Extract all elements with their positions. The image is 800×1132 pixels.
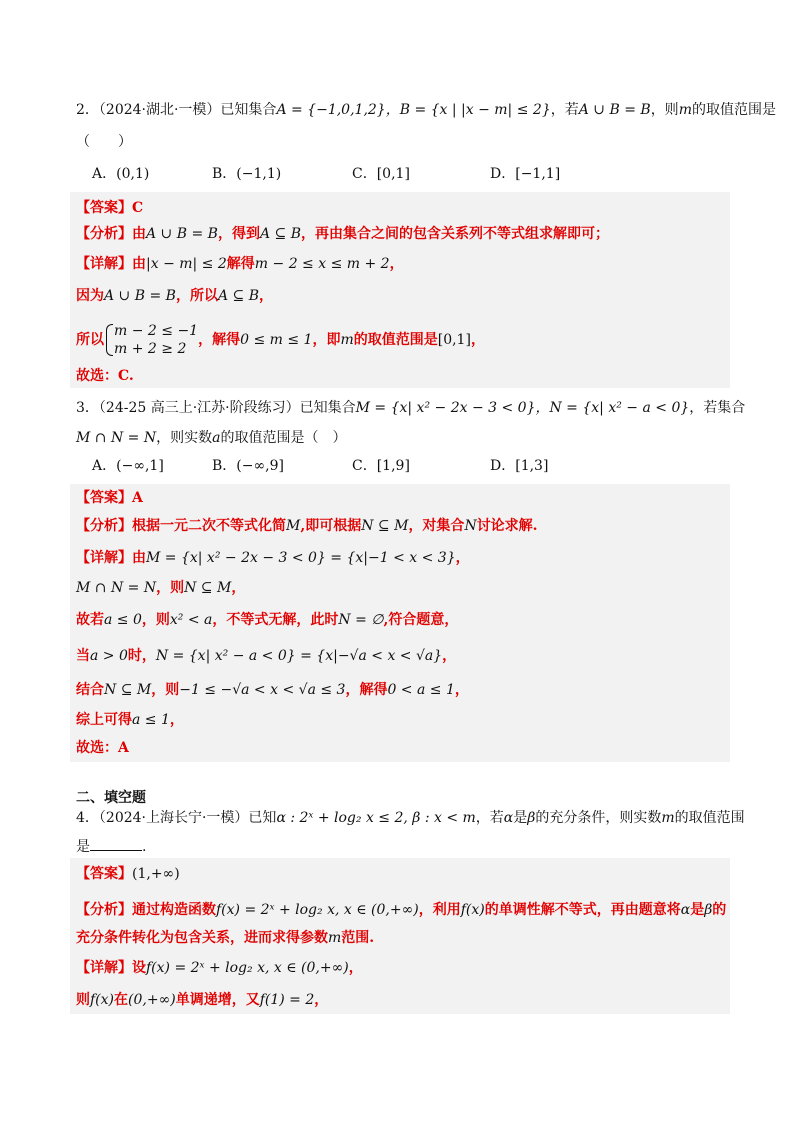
q3-l4-b: 时， bbox=[127, 648, 156, 664]
q2-analysis bbox=[76, 224, 609, 244]
q3-option-a bbox=[92, 456, 164, 476]
q4-l2-m2: (0,+∞) bbox=[128, 992, 176, 1008]
detail-tag: 【详解】 bbox=[76, 960, 132, 976]
q3-l3-a: 故若 bbox=[76, 612, 104, 628]
q3-line-6 bbox=[76, 710, 184, 730]
q3-analysis-a: 根据一元二次不等式化简 bbox=[132, 518, 286, 534]
q3-l5-m1: N ⊆ M bbox=[104, 682, 152, 698]
q3-stem-math: M = {x| x² − 2x − 3 < 0}，N = {x| x² − a < 0} bbox=[355, 400, 690, 416]
q3-l6-a: 综上可得 bbox=[76, 712, 132, 728]
q3-l4-m1: a > 0 bbox=[90, 648, 128, 664]
q2-option-a-value: (0,1) bbox=[116, 166, 150, 182]
q2-stem-text: 2．（2024·湖北·一模）已知集合 bbox=[76, 102, 277, 118]
q2-detail-m1: |x − m| ≤ 2 bbox=[146, 256, 227, 272]
q4-analysis-alpha: α bbox=[680, 902, 691, 918]
q3-analysis-m2: N ⊆ M bbox=[361, 518, 409, 534]
q4-detail-b: ， bbox=[348, 960, 363, 976]
q2-because-m1: A ∪ B = B bbox=[104, 288, 176, 304]
q3-stem2-b: ，则实数 bbox=[156, 430, 213, 446]
q4-detail-m1: f(x) = 2ˣ + log₂ x, x ∈ (0,+∞) bbox=[146, 960, 349, 976]
q2-option-d-label: D． bbox=[490, 166, 516, 182]
q3-answer bbox=[76, 488, 143, 508]
q4-stem-e: 的取值范围 bbox=[674, 810, 745, 826]
q3-analysis-d: 讨论求解. bbox=[476, 518, 538, 534]
q4-analysis-e: 的 bbox=[712, 902, 727, 918]
q2-so-m2: [0,1] bbox=[437, 332, 471, 348]
q3-l3-m3: N = ∅ bbox=[338, 612, 384, 628]
q4-l2-b: 在 bbox=[114, 992, 129, 1008]
q4-line-2 bbox=[76, 990, 328, 1010]
q2-detail-a: 由 bbox=[132, 256, 146, 272]
q4-detail-a: 设 bbox=[132, 960, 146, 976]
q2-option-c bbox=[352, 164, 410, 184]
q3-l6-m1: a ≤ 1 bbox=[132, 712, 170, 728]
q4-analysis2-b: 范围. bbox=[341, 930, 375, 946]
q3-l6-b: ， bbox=[169, 712, 184, 728]
q3-l3-b: ，则 bbox=[141, 612, 170, 628]
q2-analysis-c: ，再由集合之间的包含关系列不等式组求解即可； bbox=[300, 226, 609, 242]
q2-answer bbox=[76, 198, 143, 218]
q2-answer-value: C bbox=[132, 200, 144, 216]
q4-analysis-d: 是 bbox=[690, 902, 705, 918]
q2-analysis-a: 由 bbox=[132, 226, 146, 242]
q2-because-b: ，所以 bbox=[175, 288, 218, 304]
q3-stem2-c: 的取值范围是（ ） bbox=[220, 430, 347, 446]
q2-analysis-m1: A ∪ B = B bbox=[146, 226, 218, 242]
analysis-tag: 【分析】 bbox=[76, 518, 132, 534]
q2-choose: 故选：C. bbox=[76, 368, 134, 384]
q2-so-c: ，即 bbox=[312, 332, 341, 348]
q2-option-a-label: A． bbox=[92, 166, 117, 182]
q4-answer-value: (1,+∞) bbox=[132, 866, 180, 882]
q4-answer bbox=[76, 864, 180, 884]
analysis-tag: 【分析】 bbox=[76, 902, 132, 918]
q3-detail-m1: M = {x| x² − 2x − 3 < 0} = {x|−1 < x < 3} bbox=[146, 550, 456, 566]
q4-analysis-m2: f(x) bbox=[460, 902, 485, 918]
q3-answer-value: A bbox=[132, 490, 143, 506]
analysis-tag: 【分析】 bbox=[76, 226, 132, 242]
q3-l4-a: 当 bbox=[76, 648, 90, 664]
q2-so-m1: 0 ≤ m ≤ 1 bbox=[240, 332, 313, 348]
q4-stem2-b: . bbox=[142, 839, 147, 855]
q3-opt-d-label: D． bbox=[490, 458, 516, 474]
inequality-system bbox=[104, 322, 198, 358]
q2-option-b-value: (−1,1) bbox=[236, 166, 282, 182]
q4-l2-a: 则 bbox=[76, 992, 90, 1008]
q3-l5-m3: 0 < a ≤ 1 bbox=[387, 682, 455, 698]
answer-tag: 【答案】 bbox=[76, 866, 132, 882]
q3-choose: 故选：A bbox=[76, 740, 129, 756]
q2-because-m2: A ⊆ B bbox=[217, 288, 259, 304]
q3-line-5 bbox=[76, 680, 469, 700]
q4-stem-d: 的充分条件，则实数 bbox=[535, 810, 662, 826]
q2-analysis-m2: A ⊆ B bbox=[259, 226, 301, 242]
q2-option-a bbox=[92, 164, 149, 184]
q3-l4-c: ， bbox=[442, 648, 457, 664]
detail-tag: 【详解】 bbox=[76, 550, 132, 566]
q2-stem-math: A = {−1,0,1,2}，B = {x | |x − m| ≤ 2} bbox=[276, 102, 551, 118]
q3-stem bbox=[76, 398, 745, 418]
q2-stem-m: m bbox=[678, 102, 692, 118]
q3-opt-c-label: C． bbox=[352, 458, 377, 474]
q3-analysis-c: ，对集合 bbox=[408, 518, 465, 534]
q2-so-m: m bbox=[340, 332, 354, 348]
q3-l3-c: ，不等式无解，此时 bbox=[212, 612, 339, 628]
q3-detail-a: 由 bbox=[132, 550, 146, 566]
q3-l3-d: ,符合题意， bbox=[383, 612, 459, 628]
q3-l5-m2: −1 ≤ −√a < x < √a ≤ 3 bbox=[179, 682, 346, 698]
q4-analysis2-a: 充分条件转化为包含关系，进而求得参数 bbox=[76, 930, 328, 946]
q3-detail-b: ， bbox=[455, 550, 470, 566]
q3-opt-b: (−∞,9] bbox=[236, 458, 284, 474]
answer-tag: 【答案】 bbox=[76, 490, 132, 506]
q4-analysis-a: 通过构造函数 bbox=[132, 902, 216, 918]
q2-stem-text-b: ，若 bbox=[550, 102, 579, 118]
q2-detail-c: ， bbox=[389, 256, 404, 272]
q2-so-e: ， bbox=[470, 332, 485, 348]
q4-stem-a: 4．（2024·上海长宁·一模）已知 bbox=[76, 810, 277, 826]
q2-detail bbox=[76, 254, 404, 274]
q4-stem-m: m bbox=[661, 810, 675, 826]
q3-answer-block bbox=[70, 484, 730, 762]
q4-analysis-beta: β bbox=[704, 902, 713, 918]
q2-option-d bbox=[490, 164, 560, 184]
q2-because bbox=[76, 286, 273, 306]
q3-opt-a-label: A． bbox=[92, 458, 117, 474]
q3-l2-m2: N ⊆ M bbox=[184, 580, 232, 596]
q2-sys1: m − 2 ≤ −1 bbox=[114, 323, 199, 339]
q3-detail bbox=[76, 548, 470, 568]
q2-stem bbox=[76, 100, 776, 120]
q3-l2-b: ， bbox=[231, 580, 246, 596]
q3-line-2 bbox=[76, 578, 245, 598]
q4-analysis-m1: f(x) = 2ˣ + log₂ x, x ∈ (0,+∞) bbox=[216, 902, 419, 918]
q3-opt-d: [1,3] bbox=[515, 458, 549, 474]
q4-stem-c: 是 bbox=[513, 810, 528, 826]
q3-analysis-b: ,即可根据 bbox=[300, 518, 362, 534]
q2-option-b-label: B． bbox=[212, 166, 237, 182]
q4-detail bbox=[76, 958, 363, 978]
q3-stem-b: ，若集合 bbox=[689, 400, 746, 416]
q2-paren: （ ） bbox=[76, 134, 132, 150]
q4-analysis-c: 的单调性解不等式，再由题意将 bbox=[484, 902, 681, 918]
q2-stem-text-d: 的取值范围是 bbox=[691, 102, 776, 118]
q4-analysis2-m: m bbox=[328, 930, 342, 946]
q3-l2-a: ，则 bbox=[156, 580, 185, 596]
q4-l2-d: ， bbox=[314, 992, 329, 1008]
q3-stem-2 bbox=[76, 428, 346, 448]
answer-blank[interactable] bbox=[90, 836, 142, 851]
section-title: 二、填空题 bbox=[76, 790, 146, 806]
q2-option-c-value: [0,1] bbox=[376, 166, 410, 182]
q3-line-4 bbox=[76, 646, 456, 666]
q2-answer-block bbox=[70, 192, 730, 388]
q4-analysis-b: ，利用 bbox=[418, 902, 461, 918]
q4-analysis bbox=[76, 900, 726, 920]
q3-analysis-m1: M bbox=[286, 518, 301, 534]
q4-l2-m1: f(x) bbox=[90, 992, 115, 1008]
q4-stem-b: ，若 bbox=[475, 810, 504, 826]
q2-stem-math2: A ∪ B = B bbox=[578, 102, 651, 118]
q2-so-d: 的取值范围是 bbox=[353, 332, 438, 348]
q4-stem-beta: β bbox=[527, 810, 536, 826]
q3-opt-b-label: B． bbox=[212, 458, 237, 474]
q3-l2-m1: M ∩ N = N bbox=[76, 580, 157, 596]
q2-sys2: m + 2 ≥ 2 bbox=[114, 341, 187, 357]
q4-analysis-2 bbox=[76, 928, 374, 948]
q2-option-d-value: [−1,1] bbox=[515, 166, 561, 182]
q3-l5-c: ，解得 bbox=[345, 682, 388, 698]
detail-tag: 【详解】 bbox=[76, 256, 132, 272]
q3-opt-a: (−∞,1] bbox=[116, 458, 164, 474]
q3-analysis bbox=[76, 516, 538, 536]
q2-because-c: ， bbox=[258, 288, 273, 304]
q3-stem2-a: a bbox=[212, 430, 221, 446]
q4-stem-2 bbox=[76, 836, 146, 857]
q4-stem-math: α : 2ˣ + log₂ x ≤ 2, β : x < m bbox=[276, 810, 476, 826]
q3-l4-m2: N = {x| x² − a < 0} = {x|−√a < x < √a} bbox=[155, 648, 443, 664]
q4-stem bbox=[76, 808, 745, 828]
q3-l5-b: ，则 bbox=[151, 682, 180, 698]
q3-l3-m2: x² < a bbox=[169, 612, 213, 628]
q2-detail-b: 解得 bbox=[226, 256, 255, 272]
q2-option-b bbox=[212, 164, 281, 184]
q3-l5-d: ， bbox=[454, 682, 469, 698]
answer-tag: 【答案】 bbox=[76, 200, 132, 216]
q2-detail-m2: m − 2 ≤ x ≤ m + 2 bbox=[254, 256, 390, 272]
q3-l5-a: 结合 bbox=[76, 682, 104, 698]
q4-stem-alpha: α bbox=[503, 810, 514, 826]
q3-line-3 bbox=[76, 610, 458, 630]
q2-so-a: 所以 bbox=[76, 332, 104, 348]
q4-answer-block bbox=[70, 858, 730, 1014]
q3-analysis-m3: N bbox=[464, 518, 477, 534]
q4-l2-c: 单调递增，又 bbox=[175, 992, 260, 1008]
q2-because-a: 因为 bbox=[76, 288, 104, 304]
q3-stem-a: 3．（24-25 高三上·江苏·阶段练习）已知集合 bbox=[76, 400, 356, 416]
q4-l2-m3: f(1) = 2 bbox=[259, 992, 315, 1008]
q2-stem-text-c: ，则 bbox=[650, 102, 679, 118]
q2-option-c-label: C． bbox=[352, 166, 377, 182]
q3-option-b bbox=[212, 456, 284, 476]
q2-so-b: ，解得 bbox=[198, 332, 241, 348]
q2-system bbox=[76, 320, 485, 360]
q3-stem2-math: M ∩ N = N bbox=[76, 430, 157, 446]
q3-l3-m1: a ≤ 0 bbox=[104, 612, 142, 628]
q3-option-c bbox=[352, 456, 410, 476]
q3-opt-c: [1,9] bbox=[376, 458, 410, 474]
q2-analysis-b: ，得到 bbox=[217, 226, 260, 242]
q3-option-d bbox=[490, 456, 548, 476]
q4-stem2-a: 是 bbox=[76, 839, 90, 855]
